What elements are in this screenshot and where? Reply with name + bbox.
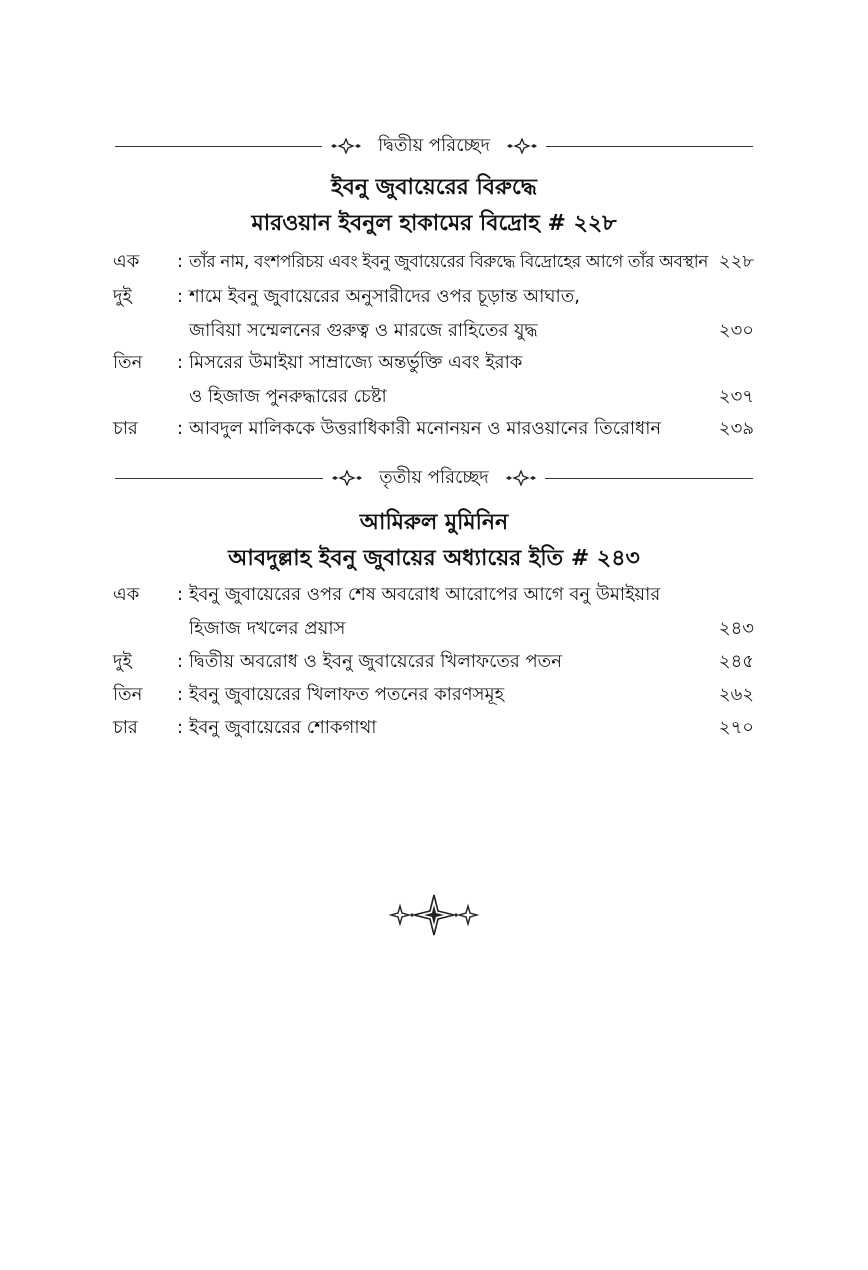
entry-title: ইবনু জুবায়েরের শোকগাথা <box>189 717 377 738</box>
toc-entry <box>113 645 754 679</box>
entry-title-continued: জাবিয়া সম্মেলনের গুরুত্ব ও মারজে রাহিতের যুদ্ধ <box>189 320 538 341</box>
entry-number: তিন <box>113 352 143 373</box>
entry-colon: : <box>177 651 184 672</box>
toc-entry <box>113 711 754 745</box>
entry-title: ইবনু জুবায়েরের খিলাফত পতনের কারণসমূহ <box>189 684 505 705</box>
entry-page: ২৭০ <box>718 717 754 738</box>
entry-title-continued: হিজাজ দখলের প্রয়াস <box>189 618 346 639</box>
star-ornament-icon <box>323 470 371 486</box>
divider-line-right <box>545 478 753 479</box>
toc-entry <box>113 280 754 348</box>
section-subtitle: মারওয়ান ইবনুল হাকামের বিদ্রোহ # ২২৮ <box>251 211 617 236</box>
divider-line-left <box>115 146 322 147</box>
star-ornament-icon <box>322 138 370 154</box>
section-divider <box>115 463 753 493</box>
star-cluster-icon <box>384 892 484 938</box>
star-ornament-icon <box>498 138 546 154</box>
entry-number: চার <box>113 717 138 738</box>
entry-number: তিন <box>113 684 143 705</box>
entry-title: তাঁর নাম, বংশপরিচয় এবং ইবনু জুবায়েরের বিরুদ্ধে বিদ্রোহের আগে তাঁর অবস্থান <box>189 252 709 272</box>
entry-title-continued: ও হিজাজ পুনরুদ্ধারের চেষ্টা <box>189 386 387 407</box>
entry-page: ২৪৩ <box>718 618 754 639</box>
entry-number: চার <box>113 418 138 439</box>
entry-colon: : <box>177 584 184 605</box>
entry-colon: : <box>177 352 184 373</box>
entry-page: ২৬২ <box>718 684 754 705</box>
entry-colon: : <box>177 717 184 738</box>
entry-page: ২৩৯ <box>718 418 754 439</box>
entry-title: শামে ইবনু জুবায়েরের অনুসারীদের ওপর চূড়ান্ত আঘাত, <box>189 286 580 307</box>
entry-title: ইবনু জুবায়েরের ওপর শেষ অবরোধ আরোপের আগে বনু উমাইয়ার <box>189 584 661 605</box>
entry-page: ২৩০ <box>718 320 754 341</box>
toc-entry <box>113 412 754 446</box>
divider-line-right <box>546 146 753 147</box>
entry-colon: : <box>177 418 184 439</box>
entry-number: এক <box>113 584 140 605</box>
entry-page: ২৩৭ <box>718 386 754 407</box>
toc-entry <box>113 245 754 279</box>
entry-number: এক <box>113 251 140 272</box>
entry-page: ২২৮ <box>718 251 754 272</box>
toc-entry <box>113 578 754 646</box>
section-label: তৃতীয় পরিচ্ছেদ <box>379 466 489 488</box>
entry-number: দুই <box>113 286 132 307</box>
entry-colon: : <box>177 251 184 272</box>
entry-colon: : <box>177 684 184 705</box>
section-title: আমিরুল মুমিনিন <box>359 510 509 535</box>
entry-page: ২৪৫ <box>718 651 754 672</box>
entry-title: দ্বিতীয় অবরোধ ও ইবনু জুবায়েরের খিলাফতের পতন <box>189 651 562 672</box>
section-label: দ্বিতীয় পরিচ্ছেদ <box>378 134 490 156</box>
entry-colon: : <box>177 286 184 307</box>
toc-entry <box>113 346 754 414</box>
entry-number: দুই <box>113 651 132 672</box>
entry-title: আবদুল মালিককে উত্তরাধিকারী মনোনয়ন ও মারওয়ানের তিরোধান <box>189 418 662 439</box>
section-subtitle: আবদুল্লাহ ইবনু জুবায়ের অধ্যায়ের ইতি # ২৪৩ <box>228 546 640 571</box>
section-divider <box>115 131 753 161</box>
toc-entry <box>113 678 754 712</box>
entry-title: মিসরের উমাইয়া সাম্রাজ্যে অন্তর্ভুক্তি এবং ইরাক <box>189 352 523 373</box>
section-title: ইবনু জুবায়েরের বিরুদ্ধে <box>331 175 537 200</box>
divider-line-left <box>115 478 323 479</box>
star-ornament-icon <box>497 470 545 486</box>
